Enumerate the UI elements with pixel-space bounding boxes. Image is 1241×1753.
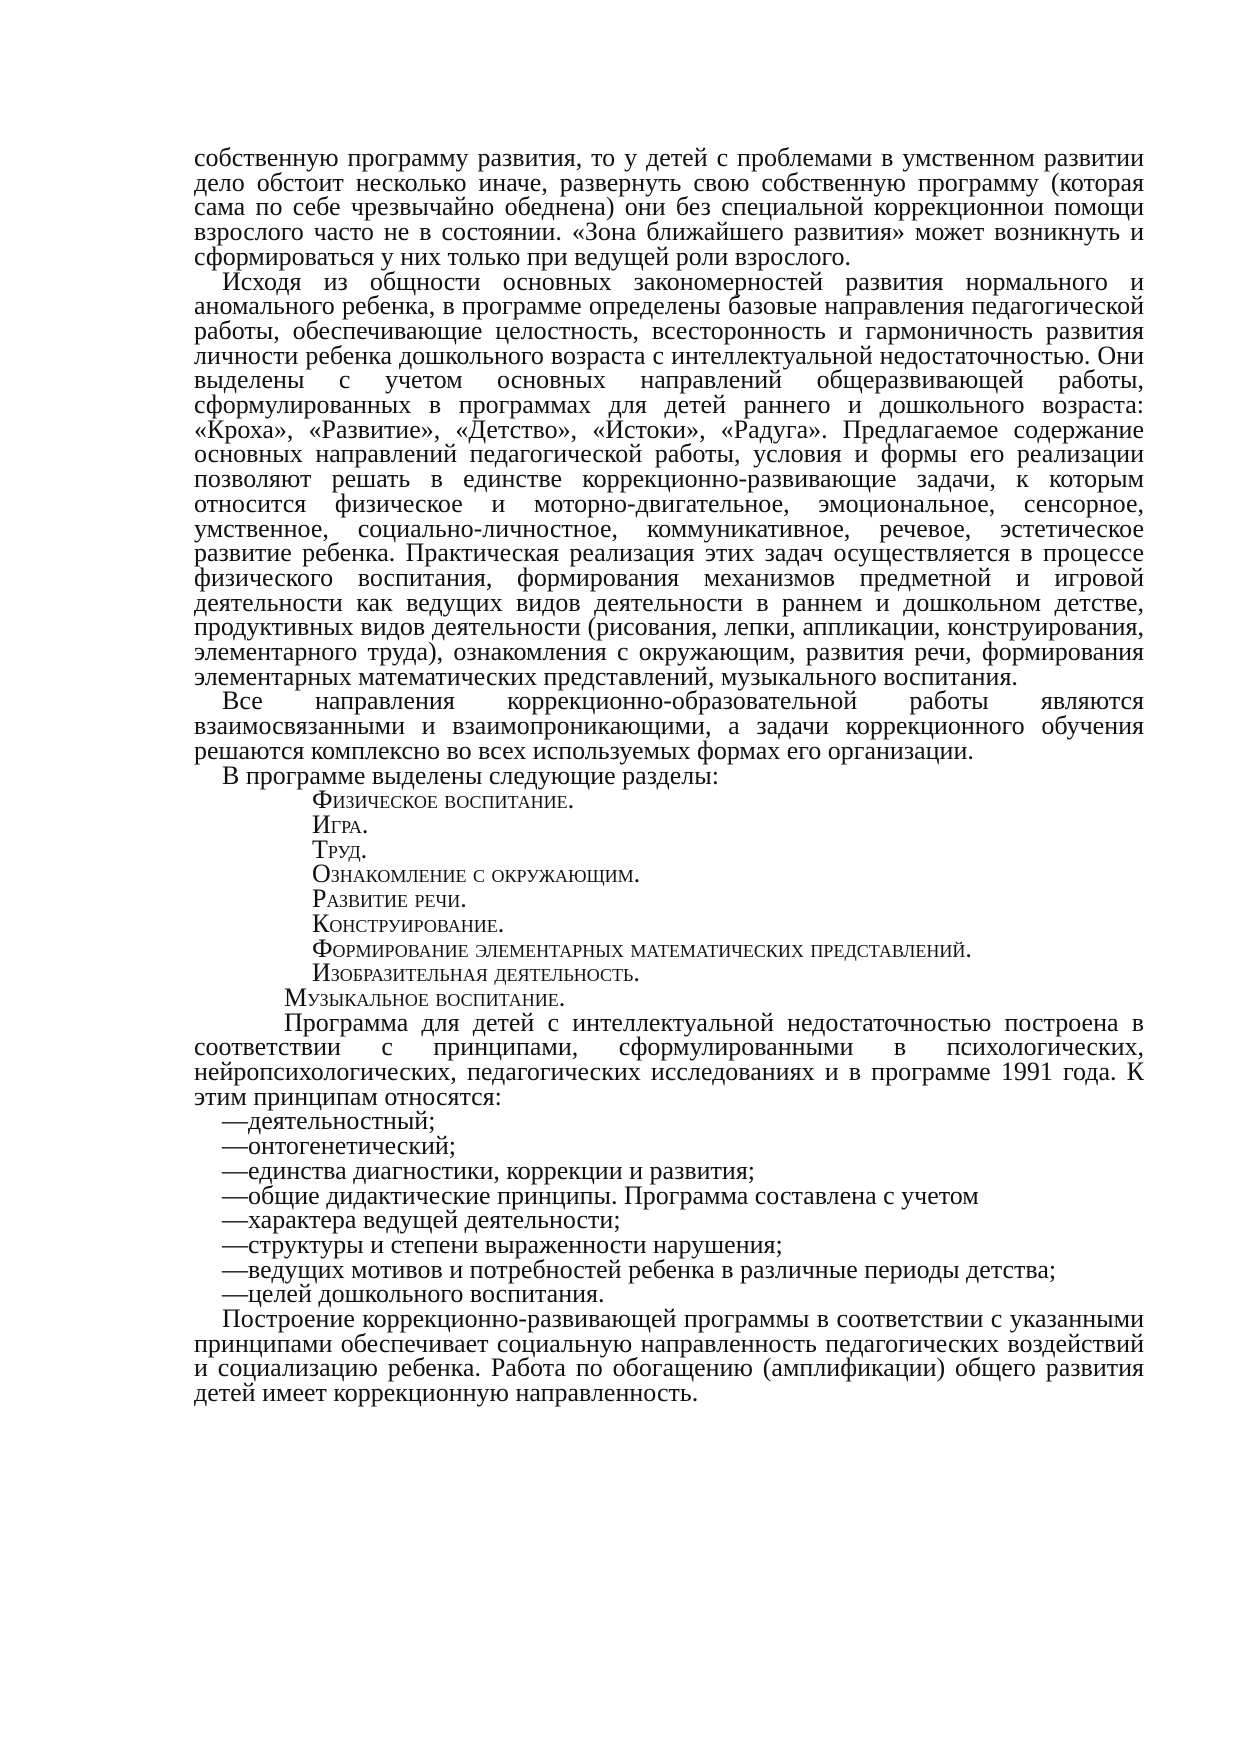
sections-list [194,785,1144,1012]
document-body [194,143,1144,1408]
paragraph-conclusion: Построение коррекционно-развивающей программы в соответствии с указанными принципами обеспечивает социальную направленность педагогических воздействий и социализацию ребенка. Работа по обогащению (амплификации) общего развития детей имеет коррекционную направленность. [194,1304,1144,1408]
section-item: Труд. [312,834,368,864]
section-item: Изобразительная деятельность. [312,958,640,988]
section-item: Конструирование. [312,908,505,938]
section-item: Ознакомление с окружающим. [312,859,641,889]
paragraph-directions: Исходя из общности основных закономерностей развития нормального и аномального ребенка, в программе определены базовые направления педагогической работы, обеспечивающие целостность, всесторонность и гармоничность развития личности ребенка дошкольного возраста с интеллектуальной недостаточностью. Они выделены с учетом основных направлений общеразвивающей работы, сформулированных в программах для детей раннего и дошкольного возраста: «Кроха», «Развитие», «Детство», «Истоки», «Радуга». Предлагаемое содержание основных направлений педагогической работы, условия и формы его реализации позволяют решать в единстве коррекционно-развивающие задачи, к которым относится физическое и моторно-двигательное, эмоциональное, сенсорное, умственное, социально-личностное, коммуникативное, речевое, эстетическое развитие ребенка. Практическая реализация этих задач осуществляется в процессе физического воспитания, формирования механизмов предметной и игровой деятельности как ведущих видов деятельности в раннем и дошкольном детстве, продуктивных видов деятельности (рисования, лепки, аппликации, конструирования, элементарного труда), ознакомления с окружающим, развития речи, формирования элементарных математических представлений, музыкального воспитания. [194,266,1144,691]
principle-item: —целей дошкольного воспитания. [222,1279,605,1309]
principle-item: —ведущих мотивов и потребностей ребенка в различные периоды детства; [222,1254,1057,1284]
paragraph-principles-intro: Программа для детей с интеллектуальной недостаточностью построена в соответствии с принципами, сформулированными в психологических, нейропсихологических, педагогических исследованиях и в программе 1991 года. К этим принципам относятся: [194,1007,1144,1111]
principle-item: —характера ведущей деятельности; [222,1205,621,1235]
principles-list [194,1106,1144,1309]
section-item: Музыкальное воспитание. [284,982,566,1012]
principle-item: —структуры и степени выраженности нарушения; [222,1229,783,1259]
principle-item: —деятельностный; [222,1106,436,1136]
section-item: Физическое воспитание. [312,785,575,815]
paragraph-sections-intro: В программе выделены следующие разделы: [222,760,719,790]
paragraph-continuation: собственную программу развития, то у детей с проблемами в умственном развитии дело обстоит несколько иначе, развернуть свою собственную программу (которая сама по себе чрезвычайно обеднена) они без специальной коррекционнои помощи взрослого часто не в состоянии. «Зона ближайшего развития» может возникнуть и сформироваться у них только при ведущей роли взрослого. [194,143,1144,271]
principle-item: —онтогенетический; [222,1131,457,1161]
section-item: Игра. [312,809,369,839]
section-item: Развитие речи. [312,884,467,914]
principle-item: —единства диагностики, коррекции и развития; [222,1155,755,1185]
paragraph-interconnection: Все направления коррекционно-образовательной работы являются взаимосвязанными и взаимопроникающими, а задачи коррекционного обучения решаются комплексно во всех используемых формах его организации. [194,686,1144,765]
principle-item: —общие дидактические принципы. Программа составлена с учетом [222,1180,979,1210]
section-item: Формирование элементарных математических представлений. [312,933,972,963]
